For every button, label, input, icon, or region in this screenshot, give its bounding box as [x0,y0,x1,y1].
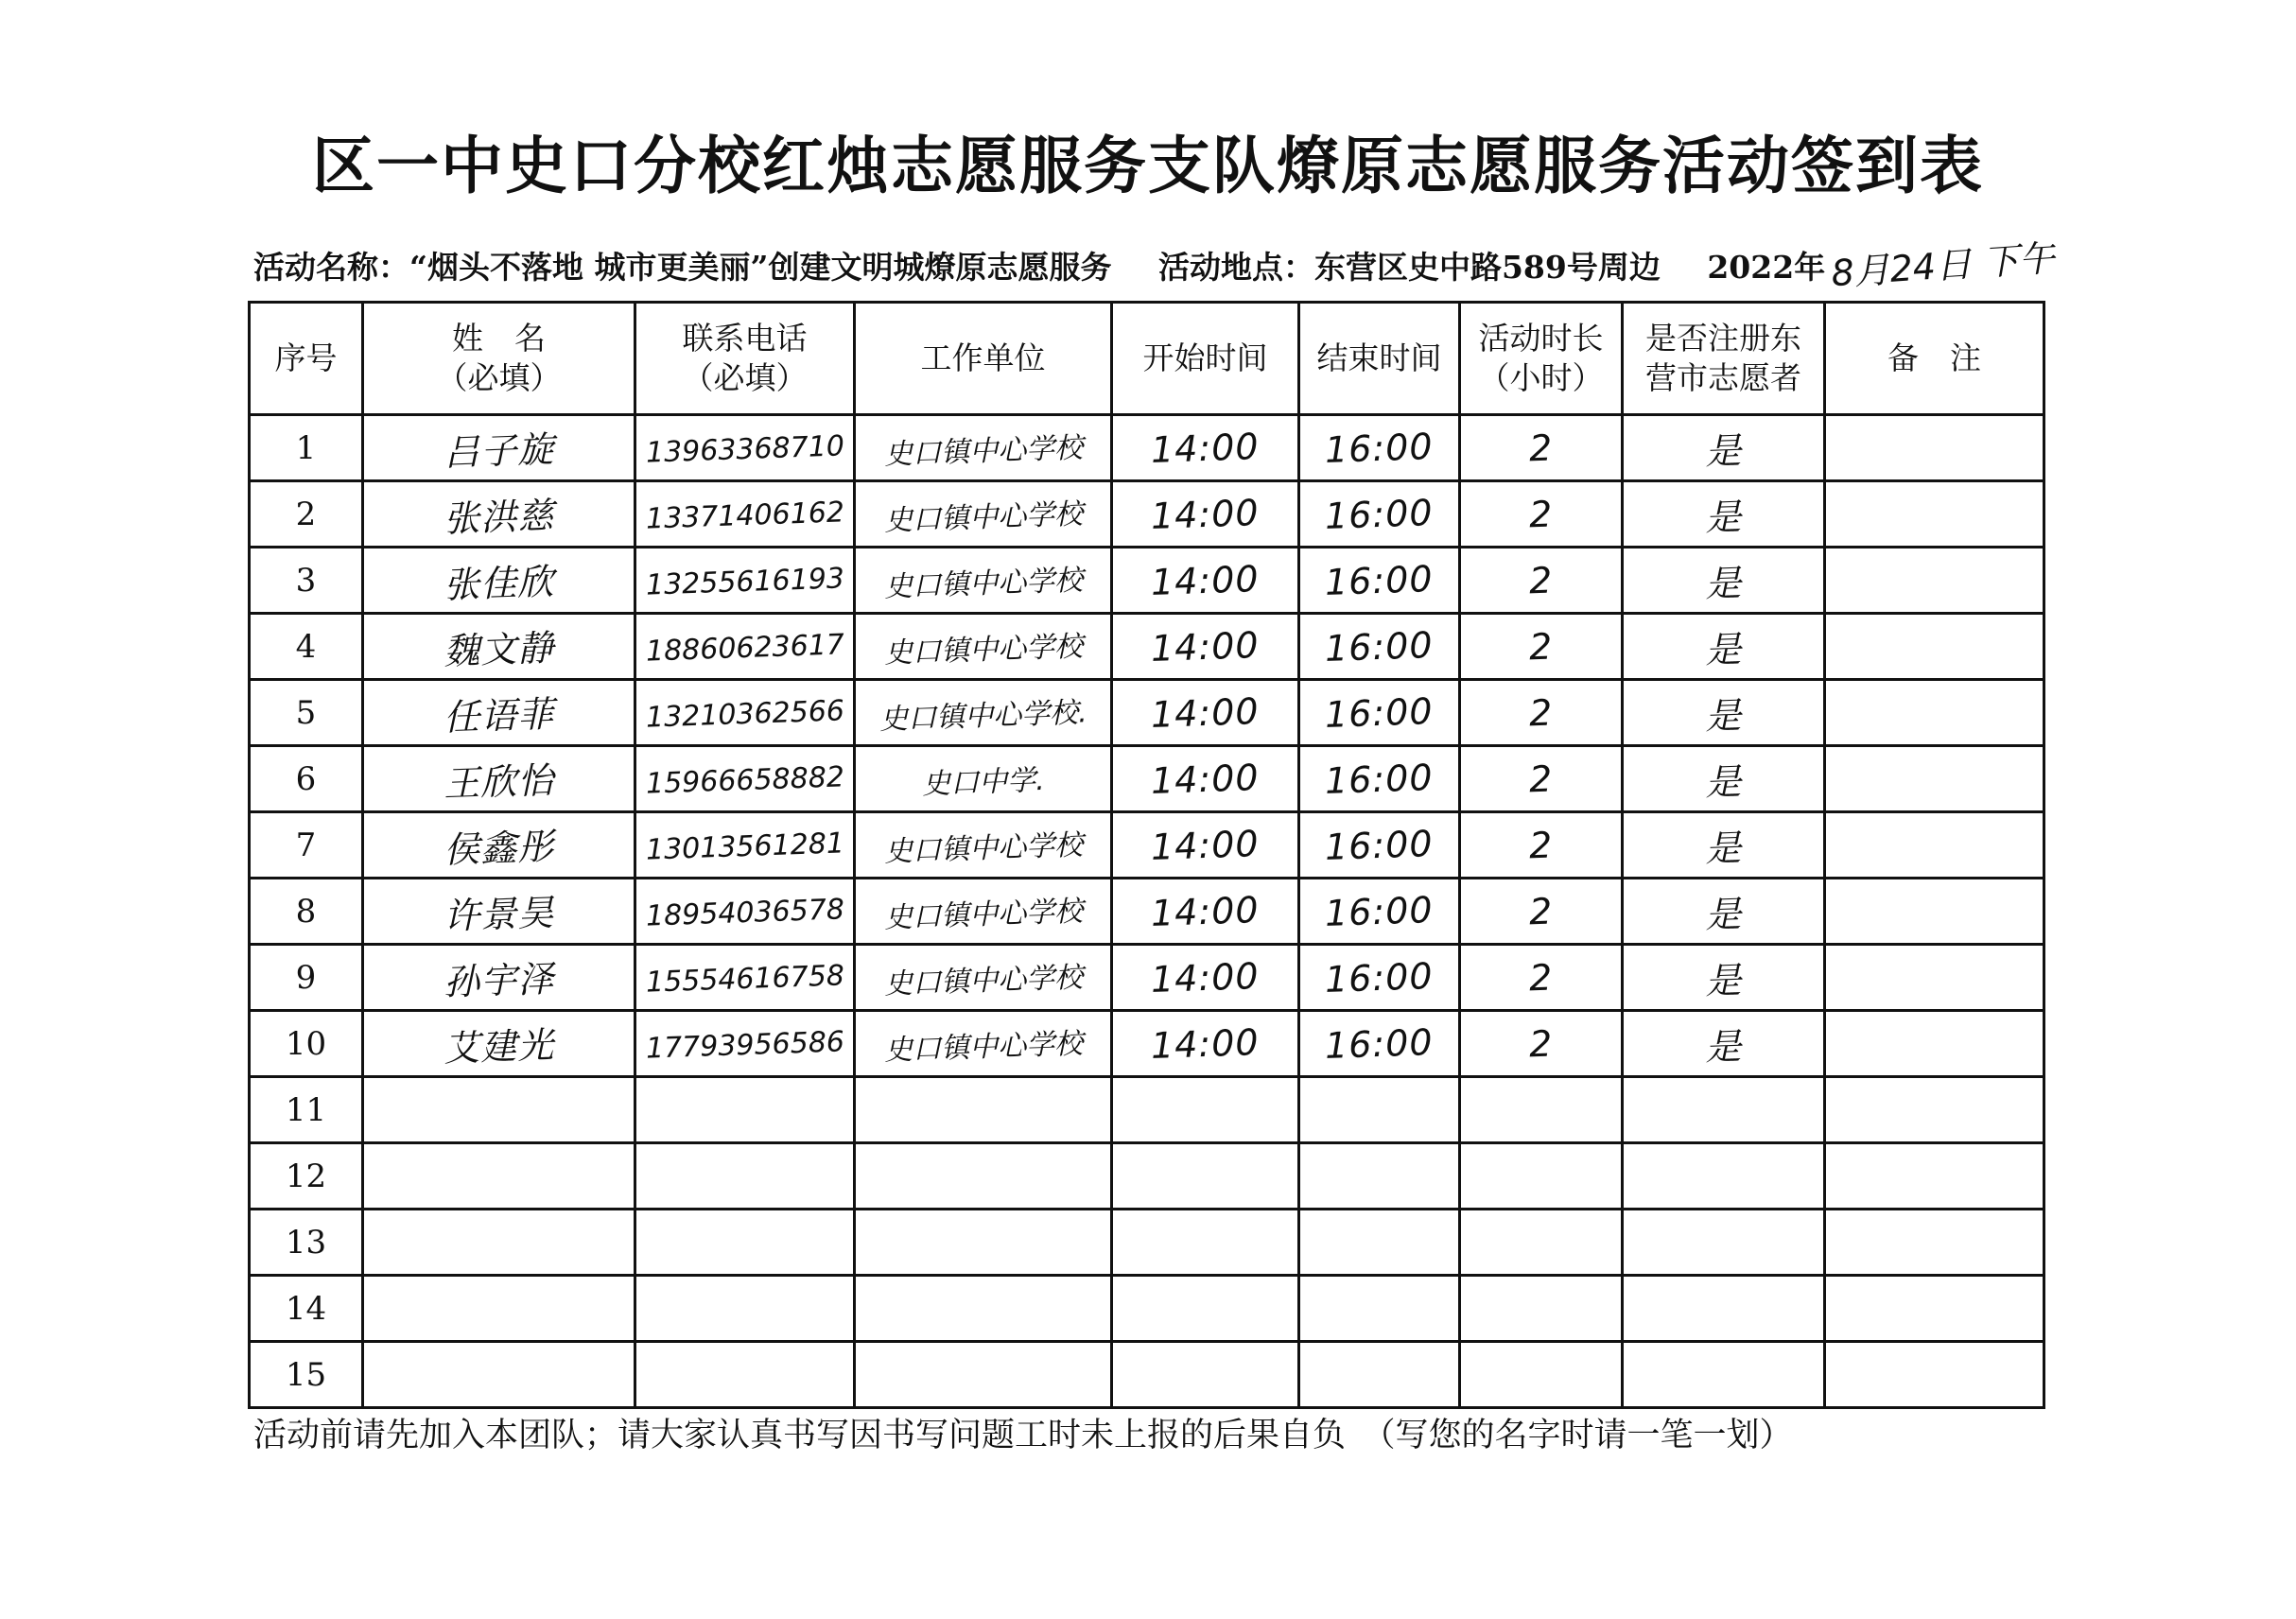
handwritten-registered: 是 [1704,496,1743,539]
cell-no: 13 [250,1210,363,1276]
handwritten-unit: 史口镇中心学校 [883,629,1084,670]
cell-name [363,1210,635,1276]
cell-phone [635,1210,855,1276]
cell-note [1825,812,2044,879]
cell-note [1825,879,2044,945]
header-registered: 是否注册东 营市志愿者 [1623,303,1825,415]
activity-info-line [253,236,2057,295]
cell-start [1112,680,1299,746]
cell-unit [855,812,1112,879]
cell-hours [1460,1210,1623,1276]
handwritten-registered: 是 [1704,694,1743,738]
cell-unit [855,1210,1112,1276]
handwritten-start: 14:00 [1150,491,1261,537]
cell-end [1299,945,1460,1011]
cell-registered [1623,1011,1825,1077]
cell-registered [1623,945,1825,1011]
activity-name: “烟头不落地 城市更美丽”创建文明城燎原志愿服务 [409,249,1112,286]
cell-note [1825,1143,2044,1210]
cell-end [1299,1077,1460,1143]
handwritten-phone: 15554616758 [644,958,845,1000]
handwritten-unit: 史口镇中心学校 [883,1026,1084,1068]
handwritten-unit: 史口镇中心学校 [883,563,1084,604]
cell-name [363,1143,635,1210]
header-hours: 活动时长 （小时） [1460,303,1623,415]
cell-no: 1 [250,415,363,481]
cell-registered [1623,415,1825,481]
table-row [250,548,2044,614]
date-printed: 2022年 [1707,249,1826,286]
cell-registered [1623,1276,1825,1342]
cell-start [1112,1210,1299,1276]
header-name: 姓 名 （必填） [363,303,635,415]
handwritten-hours: 2 [1528,559,1554,601]
handwritten-hours: 2 [1528,890,1554,932]
table-row [250,1011,2044,1077]
cell-end [1299,879,1460,945]
cell-end [1299,746,1460,812]
cell-no: 3 [250,548,363,614]
handwritten-hours: 2 [1528,757,1554,800]
cell-hours [1460,812,1623,879]
cell-unit [855,481,1112,548]
cell-name [363,1011,635,1077]
cell-hours [1460,548,1623,614]
handwritten-end: 16:00 [1324,689,1435,736]
cell-end [1299,1143,1460,1210]
cell-note [1825,415,2044,481]
cell-end [1299,481,1460,548]
cell-note [1825,1077,2044,1143]
cell-hours [1460,1143,1623,1210]
cell-note [1825,1011,2044,1077]
cell-note [1825,680,2044,746]
cell-name [363,548,635,614]
cell-note [1825,746,2044,812]
cell-note [1825,945,2044,1011]
handwritten-registered: 是 [1704,429,1743,473]
sheet-title: 区一中史口分校红烛志愿服务支队燎原志愿服务活动签到表 [312,129,1984,202]
cell-hours [1460,415,1623,481]
cell-no: 2 [250,481,363,548]
table-row [250,481,2044,548]
cell-end [1299,1011,1460,1077]
handwritten-phone: 13371406162 [644,495,845,536]
table-row [250,945,2044,1011]
table-header-row [250,303,2044,415]
handwritten-start: 14:00 [1150,954,1261,1001]
cell-phone [635,481,855,548]
cell-name [363,1276,635,1342]
cell-note [1825,1210,2044,1276]
cell-end [1299,1276,1460,1342]
table-row [250,812,2044,879]
cell-registered [1623,548,1825,614]
cell-start [1112,812,1299,879]
header-note: 备 注 [1825,303,2044,415]
cell-no: 7 [250,812,363,879]
handwritten-unit: 史口镇中心学校 [883,827,1084,869]
cell-registered [1623,481,1825,548]
handwritten-phone: 13255616193 [644,561,845,602]
cell-registered [1623,680,1825,746]
handwritten-unit: 史口镇中心学校 [883,496,1084,538]
handwritten-phone: 17793956586 [644,1024,845,1066]
cell-no: 5 [250,680,363,746]
cell-note [1825,614,2044,680]
cell-registered [1623,1077,1825,1143]
handwritten-start: 14:00 [1150,425,1261,471]
handwritten-phone: 13963368710 [644,428,845,470]
handwritten-phone: 13210362566 [644,693,845,735]
table-row [250,1077,2044,1143]
cell-name [363,746,635,812]
handwritten-end: 16:00 [1324,822,1435,868]
cell-unit [855,614,1112,680]
cell-start [1112,1276,1299,1342]
cell-hours [1460,1276,1623,1342]
cell-start [1112,1342,1299,1408]
date-handwritten: 8月24日 下午 [1830,236,2057,295]
cell-start [1112,548,1299,614]
handwritten-start: 14:00 [1150,689,1261,736]
cell-unit [855,879,1112,945]
handwritten-registered: 是 [1704,1025,1743,1069]
cell-note [1825,548,2044,614]
handwritten-name: 孙宇泽 [443,957,555,1004]
handwritten-end: 16:00 [1324,954,1435,1001]
attendance-table [248,301,2045,1409]
cell-phone [635,415,855,481]
handwritten-hours: 2 [1528,956,1554,999]
cell-registered [1623,746,1825,812]
handwritten-unit: 史口镇中心学校 [883,430,1084,472]
cell-unit [855,1276,1112,1342]
cell-phone [635,1143,855,1210]
table-row [250,680,2044,746]
handwritten-name: 吕子旋 [443,427,555,475]
handwritten-name: 张洪慈 [443,494,555,541]
cell-end [1299,548,1460,614]
cell-unit [855,945,1112,1011]
handwritten-start: 14:00 [1150,822,1261,868]
cell-start [1112,879,1299,945]
cell-name [363,1077,635,1143]
table-row [250,1210,2044,1276]
cell-unit [855,1143,1112,1210]
location: 东营区史中路589号周边 [1313,249,1661,286]
cell-registered [1623,879,1825,945]
handwritten-registered: 是 [1704,628,1743,671]
cell-hours [1460,481,1623,548]
cell-name [363,879,635,945]
handwritten-hours: 2 [1528,824,1554,866]
cell-phone [635,548,855,614]
handwritten-end: 16:00 [1324,491,1435,537]
cell-note [1825,1276,2044,1342]
handwritten-name: 王欣怡 [443,758,555,806]
cell-phone [635,746,855,812]
handwritten-registered: 是 [1704,562,1743,605]
cell-registered [1623,614,1825,680]
cell-name [363,1342,635,1408]
handwritten-hours: 2 [1528,427,1554,469]
table-row [250,1276,2044,1342]
cell-end [1299,415,1460,481]
cell-phone [635,879,855,945]
cell-no: 6 [250,746,363,812]
handwritten-hours: 2 [1528,493,1554,535]
cell-note [1825,1342,2044,1408]
handwritten-end: 16:00 [1324,425,1435,471]
cell-no: 15 [250,1342,363,1408]
header-start: 开始时间 [1112,303,1299,415]
handwritten-end: 16:00 [1324,557,1435,603]
table-body [250,415,2044,1408]
handwritten-start: 14:00 [1150,756,1261,802]
cell-no: 4 [250,614,363,680]
cell-unit [855,1011,1112,1077]
handwritten-registered: 是 [1704,827,1743,870]
handwritten-end: 16:00 [1324,623,1435,670]
handwritten-start: 14:00 [1150,888,1261,934]
cell-no: 14 [250,1276,363,1342]
handwritten-end: 16:00 [1324,888,1435,934]
cell-name [363,481,635,548]
cell-name [363,614,635,680]
cell-phone [635,1276,855,1342]
header-phone: 联系电话 （必填） [635,303,855,415]
cell-unit [855,415,1112,481]
handwritten-start: 14:00 [1150,1020,1261,1067]
table-row [250,879,2044,945]
handwritten-registered: 是 [1704,760,1743,804]
handwritten-registered: 是 [1704,959,1743,1002]
cell-name [363,680,635,746]
cell-hours [1460,1011,1623,1077]
handwritten-end: 16:00 [1324,756,1435,802]
cell-no: 12 [250,1143,363,1210]
cell-hours [1460,614,1623,680]
cell-hours [1460,1342,1623,1408]
handwritten-name: 张佳欣 [443,560,555,607]
cell-end [1299,680,1460,746]
cell-start [1112,1011,1299,1077]
handwritten-registered: 是 [1704,893,1743,936]
cell-no: 9 [250,945,363,1011]
cell-unit [855,680,1112,746]
handwritten-name: 艾建光 [443,1023,555,1071]
handwritten-phone: 18954036578 [644,892,845,933]
cell-phone [635,1011,855,1077]
cell-start [1112,945,1299,1011]
cell-name [363,812,635,879]
cell-registered [1623,812,1825,879]
cell-unit [855,1342,1112,1408]
cell-no: 8 [250,879,363,945]
cell-registered [1623,1143,1825,1210]
handwritten-hours: 2 [1528,691,1554,734]
cell-no: 10 [250,1011,363,1077]
handwritten-hours: 2 [1528,1022,1554,1065]
cell-hours [1460,1077,1623,1143]
cell-note [1825,481,2044,548]
cell-end [1299,1210,1460,1276]
handwritten-name: 许景昊 [443,891,555,938]
handwritten-name: 侯鑫彤 [443,825,555,872]
cell-phone [635,945,855,1011]
cell-start [1112,481,1299,548]
header-unit: 工作单位 [855,303,1112,415]
table-row [250,415,2044,481]
header-no: 序号 [250,303,363,415]
cell-phone [635,614,855,680]
footer-note: 活动前请先加入本团队；请大家认真书写因书写问题工时未上报的后果自负 （写您的名字时请一笔一划） [253,1417,1793,1454]
cell-start [1112,614,1299,680]
handwritten-phone: 18860623617 [644,627,845,669]
cell-start [1112,1077,1299,1143]
handwritten-unit: 史口镇中心学校 [883,894,1084,935]
cell-hours [1460,746,1623,812]
handwritten-unit: 史口镇中心学校 [883,960,1084,1001]
cell-phone [635,812,855,879]
handwritten-phone: 13013561281 [644,826,845,867]
cell-unit [855,746,1112,812]
cell-registered [1623,1342,1825,1408]
cell-phone [635,680,855,746]
table-row [250,1143,2044,1210]
cell-end [1299,614,1460,680]
handwritten-name: 魏文静 [443,626,555,673]
table-row [250,1342,2044,1408]
cell-phone [635,1342,855,1408]
cell-end [1299,812,1460,879]
activity-name-label: 活动名称： [253,249,409,286]
cell-no: 11 [250,1077,363,1143]
handwritten-hours: 2 [1528,625,1554,668]
cell-registered [1623,1210,1825,1276]
location-label: 活动地点： [1157,249,1314,286]
cell-end [1299,1342,1460,1408]
cell-hours [1460,945,1623,1011]
handwritten-name: 任语菲 [443,692,555,740]
handwritten-phone: 15966658882 [644,759,845,801]
header-end: 结束时间 [1299,303,1460,415]
table-row [250,746,2044,812]
handwritten-unit: 史口镇中心学校. [878,695,1087,737]
cell-unit [855,548,1112,614]
handwritten-start: 14:00 [1150,623,1261,670]
table-row [250,614,2044,680]
handwritten-start: 14:00 [1150,557,1261,603]
cell-name [363,415,635,481]
cell-start [1112,1143,1299,1210]
handwritten-end: 16:00 [1324,1020,1435,1067]
cell-phone [635,1077,855,1143]
cell-hours [1460,879,1623,945]
cell-start [1112,746,1299,812]
cell-hours [1460,680,1623,746]
cell-start [1112,415,1299,481]
cell-unit [855,1077,1112,1143]
cell-name [363,945,635,1011]
handwritten-unit: 史口中学. [921,763,1045,801]
